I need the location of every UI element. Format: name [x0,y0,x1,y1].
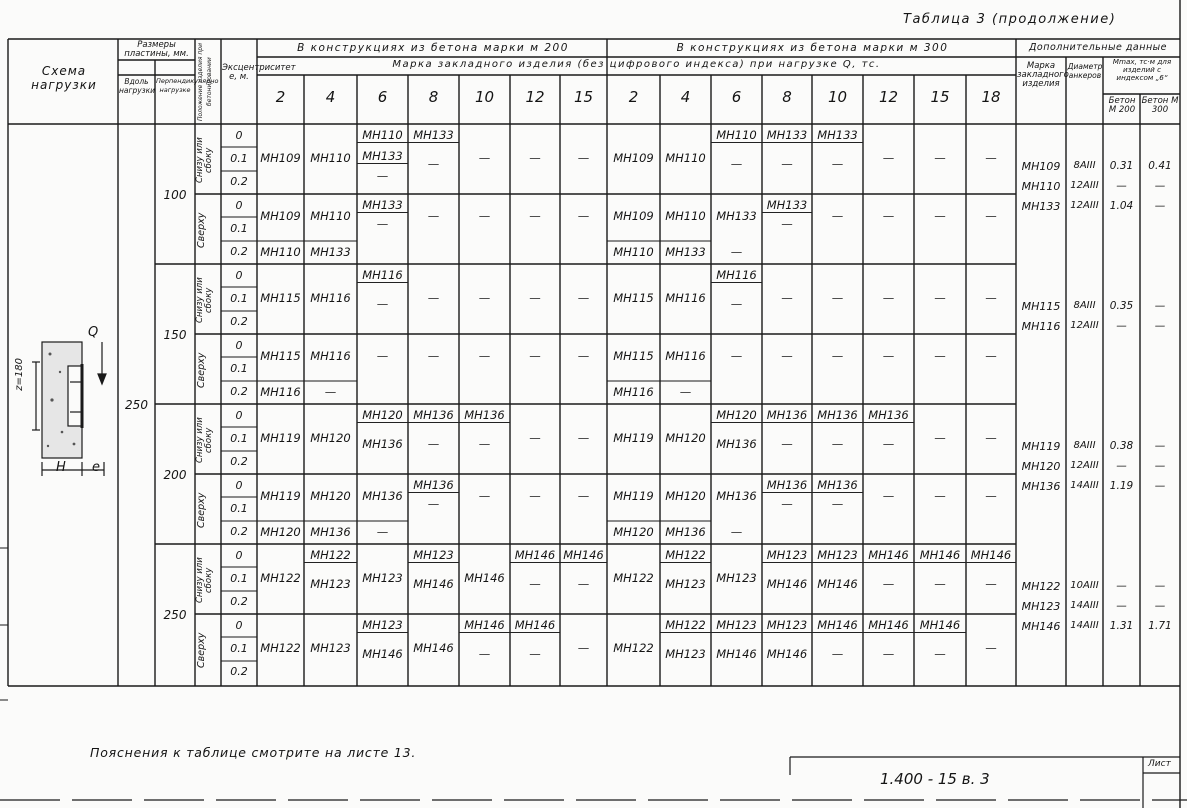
eccentricity-value: 0.2 [230,175,248,188]
table-cell: — [730,349,743,363]
table-cell: — [831,437,844,452]
table-cell: МН123 [762,618,812,633]
header-m200: В конструкциях из бетона марки м 200 [297,42,569,54]
table-cell: МН136 [812,408,863,423]
load-header: 15 [930,88,950,106]
table-cell: МН146 [716,647,757,662]
table-cell: — [427,209,440,223]
load-header: 6 [377,88,388,106]
table-cell: — [781,157,793,172]
scheme-e-label: e [92,460,100,475]
eccentricity-value: 0.2 [230,385,248,398]
table-cell: МН115 [613,349,654,363]
header-b200: Бетон М 200 [1108,96,1136,115]
extra-m200: 0.31 [1109,160,1134,172]
table-cell: — [882,291,895,305]
table-cell: МН146 [510,548,560,563]
extra-mark: МН122 [1021,580,1061,593]
table-cell: — [730,245,743,259]
table-cell: МН116 [711,268,762,283]
eccentricity-value: 0.1 [230,222,248,235]
table-cell: — [831,291,844,305]
scheme-h-label: H [56,460,66,475]
eccentricity-value: 0 [235,409,243,422]
table-cell: МН146 [413,577,454,592]
stamp-code: 1.400 - 15 в. 3 [880,770,990,788]
table-cell: МН120 [665,431,706,445]
eccentricity-value: 0.1 [230,642,248,655]
extra-m200: 0.38 [1109,440,1134,452]
table-cell: — [831,349,844,363]
table-cell: — [730,525,743,539]
table-cell: МН146 [766,577,808,592]
header-ecc: Эксцентриситет е, м. [222,63,296,82]
table-cell: — [934,489,946,503]
extra-diameter: 12АIII [1070,200,1099,211]
table-cell: — [577,151,590,165]
table-cell: — [577,577,590,592]
table-cell: МН116 [613,385,654,399]
table-cell: — [831,157,844,172]
extra-m200: 1.31 [1109,620,1134,632]
header-mmax: Mmax, тс·м для изделий с индексом „6“ [1112,57,1172,82]
extra-diameter: 14АIII [1070,480,1099,491]
table-cell: МН116 [665,291,706,305]
header-marking: Марка закладного изделия (без цифрового индекса) при нагрузке Q, тс. [392,59,881,70]
table-cell: — [985,431,997,445]
table-cell: — [781,497,793,512]
table-cell: МН133 [357,198,408,213]
table-cell: — [577,431,590,445]
extra-diameter: 8АIII [1073,440,1096,451]
table-cell: — [730,297,743,312]
table-cell: — [882,349,895,363]
extra-m300: — [1154,320,1166,332]
table-cell: МН146 [464,571,505,585]
scheme-q-label: Q [88,325,99,340]
table-cell: МН123 [762,548,812,563]
header-extra: Дополнительные данные [1029,42,1167,53]
table-cell: МН146 [966,548,1016,563]
table-cell: МН123 [310,577,351,592]
table-cell: МН120 [357,408,408,423]
table-cell: МН110 [665,209,706,223]
table-cell: МН110 [357,128,408,143]
header-sizes: Размеры пластины, мм. [124,40,189,59]
table-cell: МН120 [260,525,301,539]
eccentricity-value: 0.1 [230,292,248,305]
table-cell: — [882,577,895,592]
table-cell: МН123 [357,618,408,633]
table-cell: МН136 [716,437,757,452]
table-cell: — [529,151,541,165]
extra-mark: МН109 [1021,160,1061,173]
extra-m300: — [1154,600,1166,612]
eccentricity-value: 0.2 [230,525,248,538]
table-cell: МН136 [459,408,510,423]
table-cell: МН136 [863,408,914,423]
extra-m300: — [1154,580,1166,592]
extra-mark: МН116 [1021,320,1061,333]
table-cell: — [427,291,440,305]
table-cell: МН146 [459,618,510,633]
table-cell: — [529,431,541,445]
eccentricity-value: 0.2 [230,455,248,468]
eccentricity-value: 0 [235,549,243,562]
load-header: 2 [275,88,286,106]
scheme-z-label: z=180 [14,358,25,391]
load-header: 10 [474,88,495,106]
table-cell: — [427,437,440,452]
header-b300: Бетон М 300 [1141,96,1179,115]
table-cell: МН146 [766,647,808,662]
table-cell: — [985,577,997,592]
table-cell: МН120 [613,525,654,539]
load-header: 4 [325,88,336,106]
table-cell: МН146 [914,618,966,633]
table-cell: — [934,151,946,165]
table-cell: МН123 [310,641,351,655]
eccentricity-value: 0.1 [230,572,248,585]
table-cell: МН119 [260,431,301,445]
table-cell: — [882,647,895,662]
table-cell: МН146 [914,548,966,563]
table-cell: МН119 [613,489,654,503]
extra-m300: — [1154,460,1166,472]
table-cell: МН146 [510,618,560,633]
extra-mark: МН115 [1021,300,1061,313]
table-cell: МН110 [260,245,301,259]
table-cell: — [427,349,440,363]
load-header: 6 [731,88,742,106]
load-header: 10 [827,88,848,106]
header-along: Вдоль нагрузки [119,77,156,95]
table-cell: МН123 [665,577,706,592]
table-cell: — [679,385,692,399]
extra-m300: — [1154,200,1166,212]
extra-m300: — [1154,300,1166,312]
table-cell: — [882,151,895,165]
table-cell: МН133 [716,209,757,223]
table-cell: МН123 [362,571,403,585]
eccentricity-value: 0 [235,269,243,282]
table-cell: — [529,647,541,662]
table-cell: МН136 [362,489,403,503]
table-cell: — [478,437,491,452]
table-cell: — [781,437,793,452]
table-cell: МН146 [863,618,914,633]
extra-m200: — [1116,580,1127,592]
eccentricity-value: 0 [235,339,243,352]
table-cell: МН146 [812,618,863,633]
extra-m300: — [1154,180,1166,192]
table-cell: — [985,209,997,223]
table-cell: — [478,151,491,165]
table-cell: — [427,497,440,512]
table-cell: МН110 [665,151,706,165]
extra-m300: 1.71 [1148,620,1172,632]
extra-diameter: 12АIII [1070,180,1099,191]
table-cell: МН120 [711,408,762,423]
table-cell: МН133 [762,198,812,213]
extra-mark: МН120 [1021,460,1061,473]
table-cell: МН110 [613,245,654,259]
table-cell: МН123 [665,647,706,662]
table-cell: — [882,209,895,223]
table-cell: МН123 [711,618,762,633]
table-cell: — [577,291,590,305]
table-cell: МН122 [260,571,301,585]
eccentricity-value: 0 [235,129,243,142]
table-cell: — [831,647,844,662]
table-cell: МН146 [863,548,914,563]
load-header: 12 [878,88,899,106]
table-cell: — [529,577,541,592]
table-cell: — [376,349,389,363]
table-cell: МН136 [665,525,706,539]
table-cell: МН136 [716,489,757,503]
extra-mark: МН146 [1021,620,1061,633]
table-cell: — [529,349,541,363]
perp-value: 250 [163,608,187,622]
extra-m200: 0.35 [1109,300,1134,312]
table-cell: — [934,349,946,363]
eccentricity-value: 0.1 [230,432,248,445]
eccentricity-value: 0.2 [230,665,248,678]
table-cell: — [478,209,491,223]
table-cell: МН146 [560,548,607,563]
table-cell: — [781,291,793,305]
table-cell: МН122 [613,571,654,585]
table-cell: МН116 [310,291,351,305]
table-cell: МН122 [613,641,654,655]
extra-mark: МН133 [1021,200,1061,213]
table-cell: МН123 [408,548,459,563]
extra-mark: МН110 [1021,180,1061,193]
eccentricity-value: 0.1 [230,152,248,165]
eccentricity-value: 0 [235,479,243,492]
eccentricity-value: 0.2 [230,245,248,258]
table-cell: МН123 [812,548,863,563]
eccentricity-value: 0.1 [230,362,248,375]
eccentricity-value: 0.1 [230,502,248,515]
table-cell: — [934,209,946,223]
position-side: Снизу или сбоку [195,557,214,603]
table-cell: МН120 [310,489,351,503]
table-cell: МН115 [260,291,301,305]
extra-m200: — [1116,180,1127,192]
load-header: 15 [573,88,594,106]
table-cell: МН110 [310,151,351,165]
load-header: 8 [428,88,439,106]
table-cell: — [376,525,389,539]
extra-m200: — [1116,460,1127,472]
table-cell: МН133 [762,128,812,143]
footnote: Пояснения к таблице смотрите на листе 13. [90,745,417,760]
table-cell: МН109 [260,209,301,223]
extra-mark: МН119 [1021,440,1061,453]
perp-value: 100 [163,188,187,202]
table-cell: МН146 [413,641,454,655]
load-header: 2 [628,88,639,106]
table-cell: МН116 [665,349,706,363]
table-cell: — [882,437,895,452]
table-cell: — [934,431,946,445]
table-cell: — [730,157,743,172]
table-cell: — [934,577,946,592]
header-scheme: Схема нагрузки [31,64,97,92]
position-top: Сверху [196,632,207,668]
table-cell: — [577,349,590,363]
position-top: Сверху [196,352,207,388]
perp-value: 200 [163,468,187,482]
table-cell: МН136 [408,478,459,493]
table-cell: МН116 [310,349,351,363]
table-cell: МН115 [613,291,654,305]
extra-diameter: 8АIII [1073,160,1096,171]
table-cell: — [478,647,491,662]
table-cell: — [529,209,541,223]
table-title: Таблица 3 (продолжение) [903,12,1117,27]
header-diam-col: Диаметр анкеров [1067,62,1103,80]
table-cell: МН109 [260,151,301,165]
position-side: Снизу или сбоку [195,417,214,463]
table-cell: МН133 [665,245,706,259]
table-cell: МН119 [260,489,301,503]
header-m300: В конструкциях из бетона марки м 300 [676,42,949,54]
table-cell: МН109 [613,151,654,165]
extra-diameter: 14АIII [1070,620,1099,631]
header-mark-col: Марка закладного изделия [1017,61,1069,89]
extra-diameter: 8АIII [1073,300,1096,311]
table-cell: — [985,349,997,363]
extra-diameter: 14АIII [1070,600,1099,611]
table-cell: МН109 [613,209,654,223]
header-position: Положение изделия при бетонировании [197,42,213,122]
table-cell: — [934,291,946,305]
table-cell: — [882,489,895,503]
table-cell: — [577,489,590,503]
table-cell: МН136 [408,408,459,423]
table-cell: МН110 [310,209,351,223]
table-cell: МН133 [408,128,459,143]
extra-mark: МН123 [1021,600,1061,613]
table-cell: МН120 [665,489,706,503]
table-cell: — [831,497,844,512]
table-cell: — [376,217,389,232]
table-cell: — [831,209,844,223]
table-cell: МН136 [762,478,812,493]
load-header: 12 [525,88,545,106]
extra-m200: 1.04 [1109,200,1134,212]
load-scheme-drawing [12,322,116,482]
table-cell: — [781,217,793,232]
table-cell: — [577,209,590,223]
eccentricity-value: 0 [235,199,243,212]
table-cell: — [985,291,997,305]
table-cell: МН136 [812,478,863,493]
table-cell: — [478,489,491,503]
table-cell: МН133 [357,149,408,164]
table-cell: — [529,291,541,305]
table-cell: — [985,641,997,655]
table-cell: — [577,641,590,655]
table-cell: — [376,297,389,312]
along-value: 250 [125,398,148,412]
extra-m300: — [1154,480,1166,492]
table-cell: — [376,169,389,184]
extra-mark: МН136 [1021,480,1061,493]
eccentricity-value: 0.2 [230,595,248,608]
extra-m200: — [1116,600,1127,612]
extra-diameter: 12АIII [1070,460,1099,471]
load-header: 18 [981,88,1001,106]
table-cell: МН136 [310,525,351,539]
table-cell: МН133 [310,245,351,259]
eccentricity-value: 0 [235,619,243,632]
stamp-sheet-label: Лист [1148,759,1171,769]
table-cell: МН123 [716,571,757,585]
table-cell: МН133 [812,128,863,143]
extra-m200: 1.19 [1109,480,1134,492]
table-cell: МН146 [817,577,858,592]
table-cell: — [478,291,491,305]
table-cell: МН122 [304,548,357,563]
table-cell: МН122 [260,641,301,655]
extra-diameter: 12АIII [1070,320,1099,331]
table-cell: МН115 [260,349,301,363]
extra-diameter: 10АIII [1070,580,1099,591]
extra-m300: 0.41 [1148,160,1172,172]
extra-m200: — [1116,320,1127,332]
header-perp: Перпендикулярно нагрузке [156,77,219,94]
load-header: 4 [680,88,691,106]
table-cell: — [478,349,491,363]
table-cell: МН120 [310,431,351,445]
position-side: Снизу или сбоку [195,277,214,323]
table-cell: МН146 [362,647,403,662]
table-cell: МН116 [357,268,408,283]
load-header: 8 [782,88,792,106]
position-top: Сверху [196,212,207,248]
table-cell: МН122 [660,618,711,633]
position-side: Снизу или сбоку [195,137,214,183]
table-cell: МН119 [613,431,654,445]
table-cell: — [324,385,337,399]
table-cell: — [781,349,793,363]
table-cell: МН116 [260,385,301,399]
table-cell: — [529,489,541,503]
table-cell: МН136 [362,437,403,452]
table-cell: — [427,157,440,172]
table-cell: — [934,647,946,662]
perp-value: 150 [163,328,187,342]
table-cell: МН110 [711,128,762,143]
table-cell: МН136 [762,408,812,423]
table-cell: — [985,151,997,165]
table-cell: — [985,489,997,503]
extra-m300: — [1154,440,1166,452]
eccentricity-value: 0.2 [230,315,248,328]
position-top: Сверху [196,492,207,528]
table-cell: МН122 [660,548,711,563]
